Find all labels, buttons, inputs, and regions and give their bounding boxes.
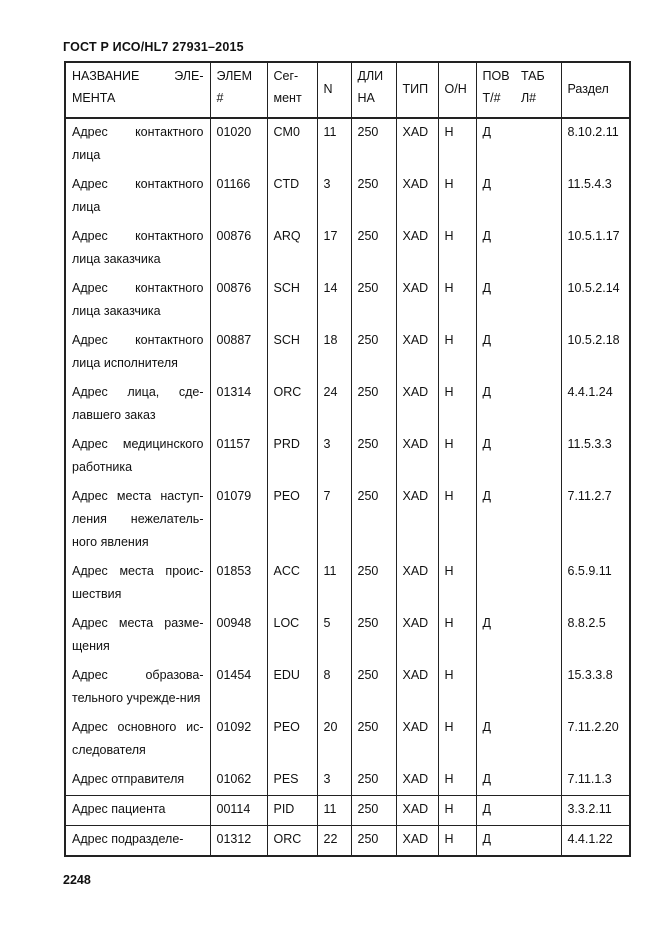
cell-tip: XAD — [396, 483, 438, 558]
cell-pov-value: Д — [482, 385, 491, 399]
cell-name: Адрес места разме-щения — [65, 610, 210, 662]
cell-segment: EDU — [267, 662, 317, 714]
page-number: 2248 — [63, 873, 91, 887]
cell-elem: 01314 — [210, 379, 267, 431]
cell-pov-value: Д — [482, 616, 491, 630]
cell-n: 3 — [317, 766, 351, 796]
cell-name: Адрес лица, сде-лавшего заказ — [65, 379, 210, 431]
cell-razdel: 15.3.3.8 — [561, 662, 630, 714]
cell-dlina: 250 — [351, 223, 396, 275]
cell-pov-value: Д — [482, 802, 491, 816]
cell-dlina: 250 — [351, 766, 396, 796]
cell-razdel: 4.4.1.22 — [561, 826, 630, 857]
cell-dlina: 250 — [351, 275, 396, 327]
cell-pov — [476, 171, 561, 223]
cell-segment: SCH — [267, 327, 317, 379]
cell-dlina: 250 — [351, 483, 396, 558]
table-row — [65, 558, 630, 610]
cell-pov — [476, 275, 561, 327]
cell-dlina: 250 — [351, 118, 396, 171]
cell-pov — [476, 327, 561, 379]
data-element-table — [64, 61, 631, 857]
cell-razdel: 7.11.1.3 — [561, 766, 630, 796]
header-razdel: Раздел — [561, 62, 630, 118]
cell-pov-value: Д — [482, 177, 491, 191]
cell-segment: PEO — [267, 714, 317, 766]
cell-n: 11 — [317, 796, 351, 826]
cell-name: Адрес медицинского работника — [65, 431, 210, 483]
document-title: ГОСТ Р ИСО/HL7 27931–2015 — [63, 40, 244, 54]
header-pov: ПОВ Т/# — [482, 69, 510, 105]
cell-razdel: 8.10.2.11 — [561, 118, 630, 171]
cell-elem: 01062 — [210, 766, 267, 796]
table-row — [65, 766, 630, 796]
cell-tip: XAD — [396, 327, 438, 379]
cell-n: 20 — [317, 714, 351, 766]
table-row — [65, 483, 630, 558]
cell-elem: 01157 — [210, 431, 267, 483]
cell-elem: 00114 — [210, 796, 267, 826]
table-row — [65, 826, 630, 857]
cell-on: Н — [438, 796, 476, 826]
cell-elem: 00876 — [210, 223, 267, 275]
cell-dlina: 250 — [351, 796, 396, 826]
cell-pov — [476, 223, 561, 275]
cell-name: Адрес контактного лица — [65, 118, 210, 171]
cell-n: 3 — [317, 431, 351, 483]
cell-name: Адрес контактного лица заказчика — [65, 223, 210, 275]
table-body — [65, 118, 630, 856]
table-row — [65, 275, 630, 327]
table-row — [65, 118, 630, 171]
cell-name: Адрес места наступ-ления нежелатель-ного явления — [65, 483, 210, 558]
cell-pov-value: Д — [482, 489, 491, 503]
cell-dlina: 250 — [351, 558, 396, 610]
cell-razdel: 11.5.4.3 — [561, 171, 630, 223]
cell-pov — [476, 796, 561, 826]
cell-pov — [476, 714, 561, 766]
cell-tip: XAD — [396, 223, 438, 275]
cell-tip: XAD — [396, 662, 438, 714]
cell-segment: PID — [267, 796, 317, 826]
header-dlina: ДЛИ НА — [351, 62, 396, 118]
cell-dlina: 250 — [351, 379, 396, 431]
cell-n: 14 — [317, 275, 351, 327]
cell-tip: XAD — [396, 275, 438, 327]
cell-n: 24 — [317, 379, 351, 431]
table-row — [65, 379, 630, 431]
cell-tip: XAD — [396, 714, 438, 766]
cell-on: Н — [438, 431, 476, 483]
cell-on: Н — [438, 327, 476, 379]
table-row — [65, 714, 630, 766]
cell-segment: PEO — [267, 483, 317, 558]
cell-name: Адрес подразделе- — [65, 826, 210, 857]
cell-razdel: 3.3.2.11 — [561, 796, 630, 826]
cell-name: Адрес контактного лица исполнителя — [65, 327, 210, 379]
cell-elem: 01853 — [210, 558, 267, 610]
cell-name: Адрес контактного лица заказчика — [65, 275, 210, 327]
cell-name: Адрес места проис-шествия — [65, 558, 210, 610]
cell-pov-value: Д — [482, 125, 491, 139]
table-row — [65, 796, 630, 826]
cell-n: 3 — [317, 171, 351, 223]
cell-dlina: 250 — [351, 610, 396, 662]
cell-name: Адрес отправителя — [65, 766, 210, 796]
cell-segment: CM0 — [267, 118, 317, 171]
cell-on: Н — [438, 826, 476, 857]
cell-pov-value: Д — [482, 832, 491, 846]
cell-elem: 01166 — [210, 171, 267, 223]
cell-pov-value: Д — [482, 281, 491, 295]
cell-n: 5 — [317, 610, 351, 662]
cell-razdel: 8.8.2.5 — [561, 610, 630, 662]
cell-segment: PES — [267, 766, 317, 796]
cell-tip: XAD — [396, 766, 438, 796]
header-pov-tabl — [476, 62, 561, 118]
header-tabl: ТАБ Л# — [520, 69, 545, 105]
cell-pov — [476, 766, 561, 796]
header-tip: ТИП — [396, 62, 438, 118]
header-elem: ЭЛЕМ # — [210, 62, 267, 118]
cell-dlina: 250 — [351, 662, 396, 714]
cell-razdel: 11.5.3.3 — [561, 431, 630, 483]
cell-tip: XAD — [396, 118, 438, 171]
cell-elem: 01020 — [210, 118, 267, 171]
cell-segment: ACC — [267, 558, 317, 610]
cell-segment: ORC — [267, 826, 317, 857]
cell-razdel: 4.4.1.24 — [561, 379, 630, 431]
cell-segment: PRD — [267, 431, 317, 483]
table-row — [65, 171, 630, 223]
cell-razdel: 7.11.2.7 — [561, 483, 630, 558]
cell-tip: XAD — [396, 826, 438, 857]
table-header-row — [65, 62, 630, 118]
cell-on: Н — [438, 662, 476, 714]
cell-dlina: 250 — [351, 431, 396, 483]
cell-pov — [476, 610, 561, 662]
cell-razdel: 7.11.2.20 — [561, 714, 630, 766]
table-row — [65, 327, 630, 379]
cell-pov — [476, 558, 561, 610]
cell-pov-value: Д — [482, 229, 491, 243]
cell-on: Н — [438, 379, 476, 431]
cell-elem: 01092 — [210, 714, 267, 766]
cell-on: Н — [438, 558, 476, 610]
cell-segment: ARQ — [267, 223, 317, 275]
table-row — [65, 610, 630, 662]
cell-elem: 01079 — [210, 483, 267, 558]
header-segment: Сег-мент — [267, 62, 317, 118]
cell-segment: SCH — [267, 275, 317, 327]
cell-elem: 01312 — [210, 826, 267, 857]
cell-n: 11 — [317, 118, 351, 171]
cell-dlina: 250 — [351, 714, 396, 766]
cell-razdel: 6.5.9.11 — [561, 558, 630, 610]
table-row — [65, 662, 630, 714]
cell-pov — [476, 662, 561, 714]
cell-tip: XAD — [396, 796, 438, 826]
cell-pov — [476, 379, 561, 431]
cell-name: Адрес контактного лица — [65, 171, 210, 223]
cell-dlina: 250 — [351, 826, 396, 857]
cell-n: 22 — [317, 826, 351, 857]
cell-name: Адрес основного ис-следователя — [65, 714, 210, 766]
cell-tip: XAD — [396, 610, 438, 662]
cell-dlina: 250 — [351, 171, 396, 223]
cell-pov — [476, 483, 561, 558]
cell-razdel: 10.5.2.14 — [561, 275, 630, 327]
cell-pov — [476, 826, 561, 857]
cell-segment: LOC — [267, 610, 317, 662]
cell-tip: XAD — [396, 379, 438, 431]
cell-n: 18 — [317, 327, 351, 379]
cell-name: Адрес пациента — [65, 796, 210, 826]
cell-pov-value: Д — [482, 720, 491, 734]
cell-n: 11 — [317, 558, 351, 610]
cell-name: Адрес образова-тельного учрежде-ния — [65, 662, 210, 714]
cell-on: Н — [438, 610, 476, 662]
cell-on: Н — [438, 118, 476, 171]
cell-tip: XAD — [396, 431, 438, 483]
cell-segment: ORC — [267, 379, 317, 431]
cell-segment: CTD — [267, 171, 317, 223]
cell-elem: 00948 — [210, 610, 267, 662]
cell-elem: 00876 — [210, 275, 267, 327]
table-row — [65, 223, 630, 275]
cell-pov — [476, 118, 561, 171]
cell-on: Н — [438, 766, 476, 796]
cell-pov-value: Д — [482, 333, 491, 347]
cell-n: 17 — [317, 223, 351, 275]
header-on: О/Н — [438, 62, 476, 118]
cell-tip: XAD — [396, 171, 438, 223]
cell-razdel: 10.5.2.18 — [561, 327, 630, 379]
cell-on: Н — [438, 171, 476, 223]
cell-dlina: 250 — [351, 327, 396, 379]
cell-on: Н — [438, 275, 476, 327]
cell-on: Н — [438, 223, 476, 275]
cell-on: Н — [438, 483, 476, 558]
cell-pov-value: Д — [482, 772, 491, 786]
cell-pov — [476, 431, 561, 483]
header-n: N — [317, 62, 351, 118]
header-name: НАЗВАНИЕ ЭЛЕ-МЕНТА — [65, 62, 210, 118]
cell-elem: 01454 — [210, 662, 267, 714]
cell-on: Н — [438, 714, 476, 766]
cell-n: 8 — [317, 662, 351, 714]
cell-pov-value: Д — [482, 437, 491, 451]
cell-tip: XAD — [396, 558, 438, 610]
cell-n: 7 — [317, 483, 351, 558]
cell-razdel: 10.5.1.17 — [561, 223, 630, 275]
cell-elem: 00887 — [210, 327, 267, 379]
table-row — [65, 431, 630, 483]
